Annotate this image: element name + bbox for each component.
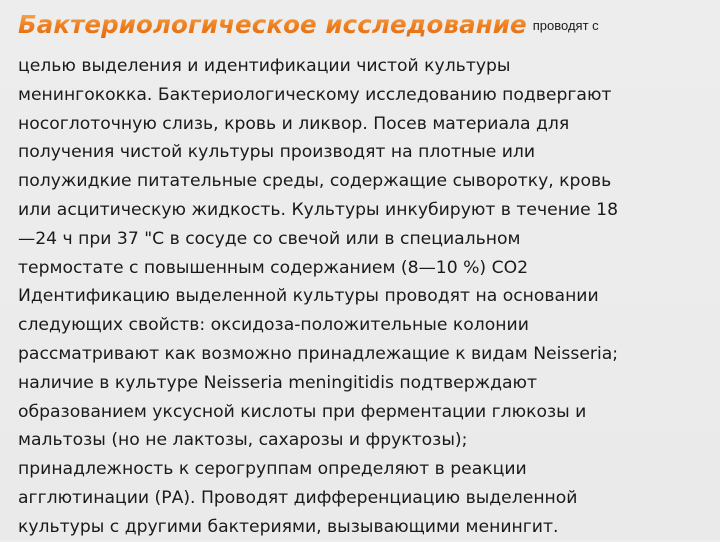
- text-line: агглютинации (РА). Проводят дифференциацию выделенной: [18, 487, 578, 508]
- text-line: рассматривают как возможно принадлежащие к видам Neisseria;: [18, 343, 619, 364]
- text-line: термостате с повышенным содержанием (8—10 %) СО2: [18, 257, 529, 278]
- text-line: или асцитическую жидкость. Культуры инкубируют в течение 18: [18, 199, 619, 220]
- text-line: менингококка. Бактериологическому исследованию подвергают: [18, 84, 612, 105]
- text-line: следующих свойств: оксидоза-положительные колонии: [18, 315, 529, 336]
- text-line: Идентификацию выделенной культуры проводят на основании: [18, 286, 599, 307]
- text-line: наличие в культуре Neisseria meningitidis подтверждают: [18, 372, 538, 393]
- heading-row: [18, 10, 708, 39]
- text-line: —24 ч при 37 "С в сосуде со свечой или в специальном: [18, 228, 521, 249]
- text-line: образованием уксусной кислоты при ферментации глюкозы и: [18, 401, 587, 422]
- text-line: культуры с другими бактериями, вызывающими менингит.: [18, 516, 559, 537]
- text-line: носоглоточную слизь, кровь и ликвор. Посев материала для: [18, 113, 570, 134]
- text-line: полужидкие питательные среды, содержащие сыворотку, кровь: [18, 171, 612, 192]
- text-line: целью выделения и идентификации чистой культуры: [18, 56, 511, 76]
- text-line: принадлежность к серогруппам определяют в реакции: [18, 459, 527, 480]
- title-continuation: проводят с: [532, 18, 599, 33]
- body-paragraph: [18, 52, 710, 542]
- text-line: получения чистой культуры производят на плотные или: [18, 142, 536, 163]
- slide-title: Бактериологическое исследование: [18, 10, 527, 39]
- text-line: мальтозы (но не лактозы, сахарозы и фруктозы);: [18, 430, 468, 451]
